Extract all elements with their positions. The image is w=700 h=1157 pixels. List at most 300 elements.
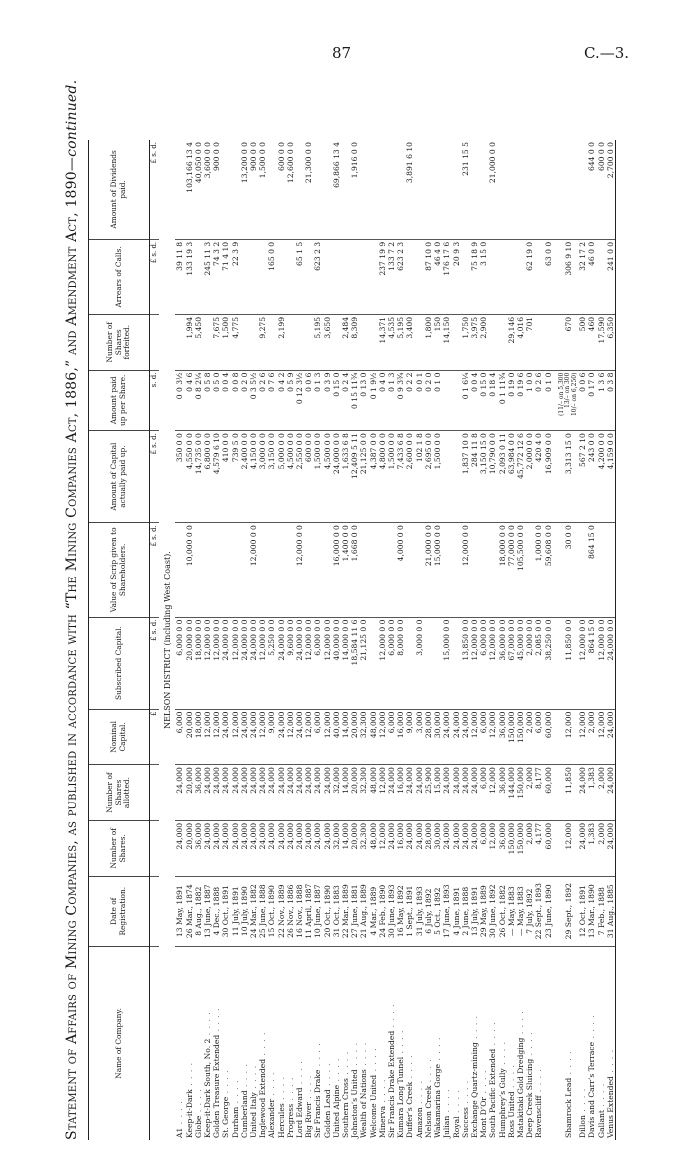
value-cell [415, 314, 424, 370]
title-main: Statement of Affairs of Mining Companies, as published in accordance with “The Mining Companies Act, 1886,” and Amendment Act, 1890— [64, 156, 80, 1140]
value-cell: 13 Mar., 1890 [587, 876, 596, 946]
value-cell: 24,000 [175, 765, 184, 821]
value-cell: 6,000 [387, 709, 396, 765]
value-cell [323, 140, 332, 239]
value-cell: 24 Mar., 1882 [249, 876, 258, 946]
value-cell [378, 523, 387, 617]
value-cell: 36,000 [194, 765, 203, 821]
value-cell: 2,093 0 11 [498, 431, 507, 523]
value-cell: 24,000 [221, 765, 230, 821]
value-cell [387, 140, 396, 239]
value-cell: 22 Sept., 1893 [534, 876, 543, 946]
table-row [433, 140, 442, 1140]
value-cell: 4,159 0 0 [606, 431, 616, 523]
value-cell: 12,000 0 0 [578, 617, 587, 709]
value-cell: 4,500 0 0 [286, 431, 295, 523]
value-cell [597, 239, 606, 314]
value-cell: 2,695 0 0 [424, 431, 433, 523]
value-cell: 0 0 1 [415, 370, 424, 431]
value-cell: 16 May, 1892 [396, 876, 405, 946]
value-cell: 31 Oct., 1883 [332, 876, 341, 946]
value-cell: 24,000 [452, 765, 461, 821]
value-cell: 24,000 0 0 [277, 617, 286, 709]
value-cell: 12,000 0 0 [597, 617, 606, 709]
value-cell: 15,000 [433, 765, 442, 821]
value-cell: 36,000 [498, 709, 507, 765]
value-cell: 4 Dec., 1888 [212, 876, 221, 946]
value-cell: 1,500 0 0 [313, 431, 322, 523]
statement-title [64, 79, 80, 1140]
table-row [286, 140, 295, 1140]
company-name-cell: Southern Cross . . . . [341, 1050, 351, 1138]
value-cell: 1,500 [221, 314, 230, 370]
company-name-cell: Minerva . . . . [377, 1078, 387, 1138]
value-cell: 18,000 0 0 [498, 523, 507, 617]
value-cell: 0 0 6 [578, 370, 587, 431]
value-cell: 133 19 3 [185, 239, 194, 314]
value-cell: 0 15 0 [479, 370, 488, 431]
value-cell: 12,000 [304, 709, 313, 765]
table-row [359, 140, 368, 1140]
value-cell: 22 3 9 [231, 239, 240, 314]
value-cell: 36,000 [498, 820, 507, 876]
value-cell: 32,300 [359, 765, 368, 821]
value-cell [369, 523, 378, 617]
value-cell: 6,000 0 0 [175, 617, 184, 709]
value-cell: 12,000 0 0 [461, 523, 470, 617]
value-cell: 24,000 [304, 820, 313, 876]
value-cell: 1,383 [587, 765, 596, 821]
unit-cell: s. d. [150, 370, 160, 431]
value-cell: 12,000 [203, 709, 212, 765]
value-cell: 3,650 [323, 314, 332, 370]
value-cell [267, 314, 276, 370]
value-cell [332, 314, 341, 370]
value-cell: 0 4 0 [378, 370, 387, 431]
value-cell: 30 June, 1892 [488, 876, 497, 946]
value-cell: 460 [587, 314, 596, 370]
column-header: Number of Shares. [89, 820, 150, 876]
value-cell [175, 140, 184, 239]
value-cell: 3,891 6 10 [405, 140, 414, 239]
value-cell [313, 523, 322, 617]
value-cell: 5,195 [396, 314, 405, 370]
value-cell: 600 0 0 [277, 140, 286, 239]
value-cell: 4,200 0 0 [597, 431, 606, 523]
value-cell: 12,000 [286, 709, 295, 765]
value-cell: 410 0 0 [221, 431, 230, 523]
value-cell [606, 523, 616, 617]
value-cell: 0 19 0 [507, 370, 516, 431]
table-row [203, 140, 212, 1140]
value-cell [267, 140, 276, 239]
table-row [350, 140, 359, 1140]
unit-cell: £ s. d. [150, 431, 160, 523]
table-row [488, 140, 497, 1140]
value-cell [544, 314, 553, 370]
value-cell [452, 370, 461, 431]
value-cell: 24,000 [258, 820, 267, 876]
value-cell: 20 9 3 [452, 239, 461, 314]
value-cell: 12,000 0 0 [231, 617, 240, 709]
value-cell: 4,000 0 0 [396, 523, 405, 617]
value-cell: 74 3 2 [212, 239, 221, 314]
value-cell: 0 0 8 [231, 370, 240, 431]
table-row [313, 140, 322, 1140]
value-cell: 22 Nov., 1889 [277, 876, 286, 946]
table-row [534, 140, 543, 1140]
value-cell: 24,000 [442, 820, 451, 876]
value-cell: 24,000 [231, 765, 240, 821]
value-cell: 1 3 6 [597, 370, 606, 431]
value-cell: 12,000 0 0 [488, 617, 497, 709]
value-cell: 350 0 0 [175, 431, 184, 523]
value-cell: 9,000 [267, 709, 276, 765]
value-cell [516, 140, 525, 239]
table-row [498, 140, 507, 1140]
value-cell [442, 523, 451, 617]
table-row [387, 140, 396, 1140]
value-cell: 21,125 0 0 [359, 617, 368, 709]
value-cell: 2,000 [597, 765, 606, 821]
value-cell: 24,000 [221, 820, 230, 876]
table-row [479, 140, 488, 1140]
value-cell: 2,700 0 0 [606, 140, 616, 239]
value-cell: 24,000 [277, 820, 286, 876]
value-cell: 24,000 [452, 820, 461, 876]
value-cell: 567 2 10 [578, 431, 587, 523]
value-cell: 65 1 5 [295, 239, 304, 314]
value-cell: 150,000 [516, 765, 525, 821]
value-cell: 6,800 0 0 [203, 431, 212, 523]
value-cell: 0 2 6 [258, 370, 267, 431]
value-cell [369, 239, 378, 314]
value-cell: 12,000 [488, 709, 497, 765]
value-cell [488, 239, 497, 314]
company-name-cell: Davis and Carr’s Terrace . . . . [587, 1014, 597, 1138]
company-name-cell: St. George . . . . [221, 1069, 231, 1138]
table-row [516, 140, 525, 1140]
value-cell: 864 15 0 [587, 617, 596, 709]
value-cell [405, 523, 414, 617]
value-cell: 11,850 [559, 765, 579, 821]
value-cell [415, 239, 424, 314]
value-cell [369, 140, 378, 239]
company-name-cell: Progress . . . . [285, 1076, 295, 1138]
company-name-cell: Gallant . . . . [596, 1082, 606, 1138]
column-header: Value of Scrip given to Shareholders. [89, 523, 150, 617]
company-name-cell: Julian . . . . [442, 1088, 452, 1138]
value-cell: 14,150 [442, 314, 451, 370]
value-cell: 0 1 3 [313, 370, 322, 431]
table-row [470, 140, 479, 1140]
value-cell: 3,975 [470, 314, 479, 370]
value-cell: 21 Aug., 1889 [359, 876, 368, 946]
company-name-cell [544, 946, 553, 1140]
value-cell: 0 2 0 [424, 370, 433, 431]
table-row [578, 140, 587, 1140]
value-cell: 77,000 0 0 [507, 523, 516, 617]
unit-cell [150, 946, 160, 1140]
value-cell [350, 239, 359, 314]
value-cell: 12,000 [378, 765, 387, 821]
value-cell: 0 17 0 [587, 370, 596, 431]
value-cell: 21,000 0 0 [424, 523, 433, 617]
value-cell: 24,000 [249, 709, 258, 765]
value-cell [231, 523, 240, 617]
company-name-cell: Amazon . . . . [414, 1080, 424, 1138]
table-row [332, 140, 341, 1140]
company-name-cell: Globe . . . . [193, 1088, 203, 1138]
value-cell: 0 0 3½ [175, 370, 184, 431]
value-cell: 0 0 4 [221, 370, 230, 431]
value-cell [175, 314, 184, 370]
value-cell: 24,000 [415, 765, 424, 821]
value-cell: 46 4 0 [433, 239, 442, 314]
table-row [185, 140, 194, 1140]
table-row [378, 140, 387, 1140]
value-cell: 7,433 6 8 [396, 431, 405, 523]
value-cell: 864 15 0 [587, 523, 596, 617]
value-cell: 24,000 [258, 765, 267, 821]
value-cell [442, 140, 451, 239]
value-cell: 14,000 0 0 [341, 617, 350, 709]
value-cell: 24,000 [405, 820, 414, 876]
value-cell: 0 1 0 [544, 370, 553, 431]
unit-cell: £ s. d. [150, 617, 160, 709]
value-cell: 3,000 0 0 [415, 617, 424, 709]
value-cell: 500 [578, 314, 587, 370]
company-name-cell: A1 . . . . [175, 1100, 185, 1138]
value-cell: 24,000 [286, 765, 295, 821]
value-cell: 2,600 0 0 [405, 431, 414, 523]
value-cell: 0 2 2 [405, 370, 414, 431]
value-cell [304, 239, 313, 314]
value-cell [258, 239, 267, 314]
value-cell: 3,000 0 0 [258, 431, 267, 523]
value-cell: 3,313 15 0 [559, 431, 579, 523]
value-cell [332, 239, 341, 314]
value-cell: 4,800 0 0 [378, 431, 387, 523]
value-cell: 24,000 [267, 765, 276, 821]
value-cell: 13 July, 1891 [470, 876, 479, 946]
value-cell [424, 140, 433, 239]
value-cell: 6,000 [479, 765, 488, 821]
value-cell: 4 Mar., 1889 [369, 876, 378, 946]
value-cell [175, 523, 184, 617]
table-row [240, 140, 249, 1140]
company-name-cell: Sir Francis Drake . . . . [313, 1042, 323, 1138]
value-cell: 4,535 [387, 314, 396, 370]
value-cell: 4,550 0 0 [185, 431, 194, 523]
value-cell: 0 15 0 [332, 370, 341, 431]
value-cell: 40,000 0 0 [332, 617, 341, 709]
value-cell: 4,387 0 0 [369, 431, 378, 523]
value-cell [470, 523, 479, 617]
value-cell: 12,000 0 0 [295, 523, 304, 617]
value-cell: 12,000 [597, 709, 606, 765]
value-cell: 26 Mar., 1874 [185, 876, 194, 946]
value-cell: 29,146 [507, 314, 516, 370]
value-cell: (11/– on 5,300 13/– on 300 10/– on 6,250) [559, 370, 579, 431]
value-cell: 5,450 [194, 314, 203, 370]
value-cell: 32,000 [332, 765, 341, 821]
unit-cell: £ s. d. [150, 239, 160, 314]
value-cell: 21,000 0 0 [488, 140, 497, 239]
value-cell [295, 314, 304, 370]
value-cell: 24,000 [442, 709, 451, 765]
value-cell [359, 239, 368, 314]
value-cell: 13 June, 1887 [203, 876, 212, 946]
value-cell: 24,000 [203, 765, 212, 821]
table-row [559, 140, 579, 1140]
column-header: Date of Registration. [89, 876, 150, 946]
value-cell: 0 3 5½ [249, 370, 258, 431]
value-cell: 12,000 [488, 765, 497, 821]
value-cell: 1,994 [185, 314, 194, 370]
value-cell [396, 140, 405, 239]
value-cell [405, 239, 414, 314]
value-cell: 14,000 [341, 709, 350, 765]
unit-cell [150, 876, 160, 946]
value-cell: 48,000 [369, 765, 378, 821]
value-cell [479, 523, 488, 617]
value-cell: 12,000 [488, 820, 497, 876]
value-cell: 0 2 6 [534, 370, 543, 431]
value-cell: 24,000 [323, 820, 332, 876]
value-cell: 29 May, 1889 [479, 876, 488, 946]
value-cell: 2,000 [525, 765, 534, 821]
value-cell: 18,584 11 6 [350, 617, 359, 709]
value-cell: 46 0 0 [587, 239, 596, 314]
value-cell: 20,000 [185, 820, 194, 876]
value-cell: 8 Aug., 1882 [194, 876, 203, 946]
value-cell: 24,000 [240, 709, 249, 765]
value-cell: 3,400 [405, 314, 414, 370]
value-cell: 150,000 [507, 709, 516, 765]
value-cell: 4,500 0 0 [323, 431, 332, 523]
table-row [194, 140, 203, 1140]
value-cell [304, 523, 313, 617]
value-cell: 60,000 [544, 709, 553, 765]
value-cell [203, 314, 212, 370]
value-cell: 87 10 0 [424, 239, 433, 314]
column-header: Subscribed Capital. [89, 617, 150, 709]
company-name-cell: Mont D’Or . . . . [479, 1069, 489, 1138]
value-cell: 3,600 0 0 [203, 140, 212, 239]
value-cell: 24,000 [295, 709, 304, 765]
value-cell: 1,837 10 0 [461, 431, 470, 523]
value-cell [221, 140, 230, 239]
value-cell [507, 140, 516, 239]
value-cell: 59,608 0 0 [544, 523, 553, 617]
value-cell: 20,000 [185, 709, 194, 765]
company-name-cell: Golden Lead . . . . [322, 1062, 332, 1138]
table-row [587, 140, 596, 1140]
value-cell: — May, 1883 [507, 876, 516, 946]
value-cell: 3,150 15 0 [479, 431, 488, 523]
page-number: 87 [332, 44, 352, 62]
value-cell [442, 370, 451, 431]
value-cell: 24,000 [231, 820, 240, 876]
unit-cell [150, 765, 160, 821]
company-name-cell: Lord Edward . . . . [295, 1060, 305, 1138]
value-cell: 24,000 [461, 765, 470, 821]
value-cell: 243 0 0 [587, 431, 596, 523]
column-header: Number of Shares forfeited. [89, 314, 150, 370]
value-cell: 13,850 0 0 [461, 617, 470, 709]
value-cell [369, 617, 378, 709]
value-cell [559, 140, 579, 239]
value-cell: 24,000 [461, 820, 470, 876]
value-cell: 48,000 [369, 709, 378, 765]
value-cell: 32 17 2 [578, 239, 587, 314]
value-cell: 2,199 [277, 314, 286, 370]
value-cell [249, 314, 258, 370]
value-cell: 13,200 0 0 [240, 140, 249, 239]
company-name-cell: Hercules . . . . [276, 1075, 286, 1138]
company-name-cell: Duffer’s Creek . . . . [405, 1054, 415, 1138]
value-cell [194, 523, 203, 617]
value-cell: 14,000 [341, 765, 350, 821]
value-cell: 0 0 6 [304, 370, 313, 431]
value-cell: 245 11 3 [203, 239, 212, 314]
value-cell: 25 June, 1888 [258, 876, 267, 946]
value-cell: 24,000 [203, 820, 212, 876]
value-cell: 12,409 5 11 [350, 431, 359, 523]
value-cell: 0 1 0 [433, 370, 442, 431]
value-cell: 63,984 0 0 [507, 431, 516, 523]
value-cell: 38,250 0 0 [544, 617, 553, 709]
value-cell: 4,579 6 10 [212, 431, 221, 523]
value-cell: 3 15 0 [479, 239, 488, 314]
value-cell: 1,500 0 0 [258, 140, 267, 239]
value-cell [277, 523, 286, 617]
value-cell [249, 239, 258, 314]
value-cell: 12,000 0 0 [323, 617, 332, 709]
value-cell: 60,000 [544, 765, 553, 821]
value-cell: 2,000 0 0 [525, 431, 534, 523]
value-cell: 16,909 0 0 [544, 431, 553, 523]
value-cell: 24,000 [277, 765, 286, 821]
value-cell: 6,000 0 0 [313, 617, 322, 709]
value-cell: 0 5 9 [286, 370, 295, 431]
value-cell: 6,000 [534, 709, 543, 765]
value-cell [221, 523, 230, 617]
value-cell: 2,000 [597, 820, 606, 876]
value-cell: 14,735 0 0 [194, 431, 203, 523]
value-cell: 105,500 0 0 [516, 523, 525, 617]
value-cell: 20,000 [350, 765, 359, 821]
value-cell [359, 314, 368, 370]
value-cell: 1,000 0 0 [534, 523, 543, 617]
value-cell: 2 June, 1888 [461, 876, 470, 946]
value-cell: 176 17 6 [442, 239, 451, 314]
value-cell: 16 Nov., 1888 [295, 876, 304, 946]
company-name-cell: United Italy . . . . [249, 1064, 259, 1138]
value-cell: 24,000 [606, 765, 616, 821]
value-cell: 32,000 [332, 820, 341, 876]
value-cell: 60,000 [544, 820, 553, 876]
value-cell: 8,000 0 0 [396, 617, 405, 709]
value-cell: 12,000 [212, 709, 221, 765]
value-cell: 6,000 0 0 [479, 617, 488, 709]
value-cell: 24,000 [240, 820, 249, 876]
value-cell [442, 431, 451, 523]
value-cell: 165 0 0 [267, 239, 276, 314]
value-cell: 62 19 0 [525, 239, 534, 314]
value-cell: 12,000 [559, 709, 579, 765]
